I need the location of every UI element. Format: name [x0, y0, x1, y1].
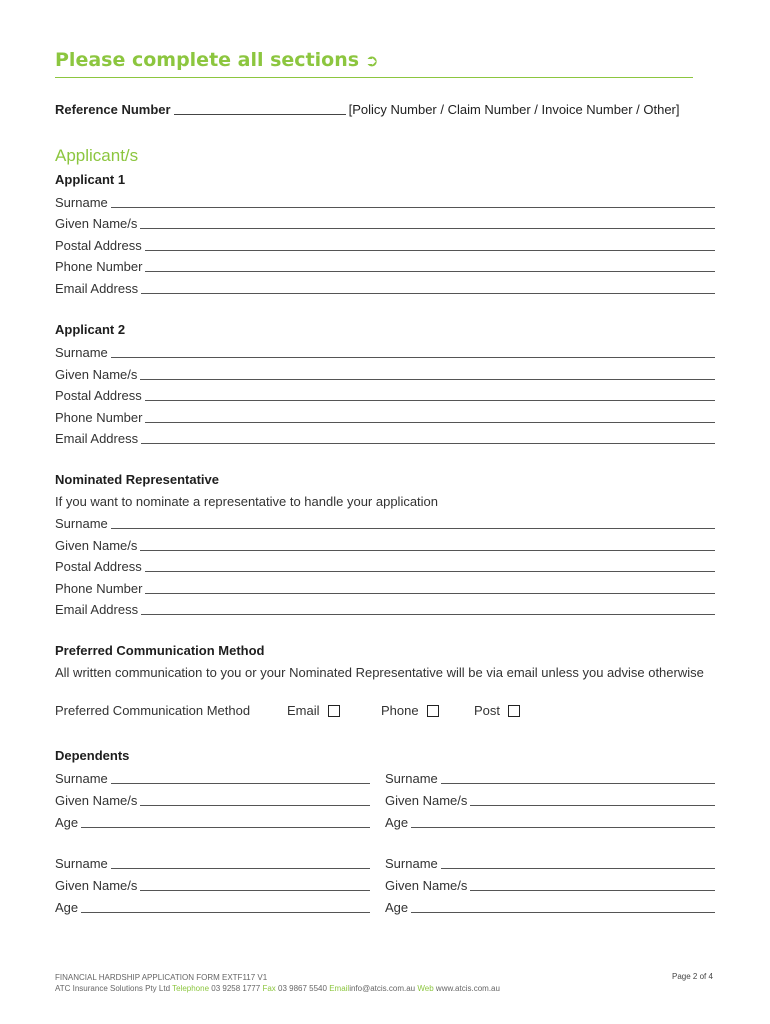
input-line[interactable] — [111, 516, 715, 529]
reference-number-field[interactable] — [174, 101, 346, 115]
communication-note: All written communication to you or your Nominated Representative will be via email unless you advise otherwise — [55, 665, 704, 680]
dependent-2-age-field[interactable] — [385, 812, 715, 830]
footer-email-label: Email — [329, 984, 350, 993]
field-label: Age — [55, 900, 79, 915]
applicant-2-given-names-field[interactable] — [55, 364, 715, 382]
applicant-1-heading: Applicant 1 — [55, 172, 126, 187]
input-line[interactable] — [470, 793, 715, 806]
footer-telephone-label: Telephone — [172, 984, 210, 993]
reference-number-label: Reference Number — [55, 102, 171, 117]
input-line[interactable] — [141, 602, 715, 615]
representative-note: If you want to nominate a representative to handle your application — [55, 494, 439, 509]
input-line[interactable] — [140, 793, 370, 806]
field-label: Email Address — [55, 281, 139, 296]
post-option-label: Post — [474, 703, 501, 718]
dependent-4-age-field[interactable] — [385, 897, 715, 915]
footer-fax: 03 9867 5540 — [278, 984, 327, 993]
phone-checkbox[interactable] — [427, 705, 439, 717]
field-label: Age — [385, 815, 409, 830]
field-label: Given Name/s — [55, 367, 138, 382]
email-checkbox[interactable] — [328, 705, 340, 717]
applicant-1-email-field[interactable] — [55, 278, 715, 296]
field-label: Given Name/s — [55, 538, 138, 553]
email-option-label: Email — [287, 703, 320, 718]
field-label: Phone Number — [55, 581, 143, 596]
representative-given-names-field[interactable] — [55, 535, 715, 553]
dependent-2-given-names-field[interactable] — [385, 790, 715, 808]
field-label: Postal Address — [55, 559, 142, 574]
footer-web-label: Web — [417, 984, 434, 993]
reference-number-hint: [Policy Number / Claim Number / Invoice Number / Other] — [348, 102, 680, 117]
dependent-4-surname-field[interactable] — [385, 853, 715, 871]
dependent-1-surname-field[interactable] — [55, 768, 370, 786]
input-line[interactable] — [111, 195, 715, 208]
field-label: Postal Address — [55, 238, 142, 253]
phone-option-label: Phone — [381, 703, 419, 718]
representative-surname-field[interactable] — [55, 513, 715, 531]
input-line[interactable] — [140, 216, 715, 229]
field-label: Postal Address — [55, 388, 142, 403]
field-label: Surname — [55, 771, 108, 786]
reference-number-row — [55, 99, 717, 117]
applicant-2-postal-address-field[interactable] — [55, 385, 715, 403]
field-label: Surname — [385, 771, 438, 786]
input-line[interactable] — [140, 367, 715, 380]
input-line[interactable] — [141, 431, 715, 444]
field-label: Email Address — [55, 602, 139, 617]
title-divider — [55, 77, 693, 78]
preferred-communication-label: Preferred Communication Method — [55, 703, 251, 718]
field-label: Age — [55, 815, 79, 830]
page-title — [55, 49, 378, 71]
footer-web[interactable]: www.atcis.com.au — [435, 984, 500, 993]
input-line[interactable] — [140, 878, 370, 891]
field-label: Phone Number — [55, 410, 143, 425]
input-line[interactable] — [141, 281, 715, 294]
field-label: Phone Number — [55, 259, 143, 274]
input-line[interactable] — [441, 856, 715, 869]
post-option[interactable] — [474, 703, 520, 718]
field-label: Given Name/s — [55, 878, 138, 893]
footer-telephone: 03 9258 1777 — [211, 984, 261, 993]
dependent-3-age-field[interactable] — [55, 897, 370, 915]
field-label: Surname — [385, 856, 438, 871]
post-checkbox[interactable] — [508, 705, 520, 717]
footer-contact-line — [55, 983, 500, 994]
representative-phone-field[interactable] — [55, 578, 715, 596]
page-number: Page 2 of 4 — [672, 972, 713, 981]
footer-fax-label: Fax — [262, 984, 276, 993]
field-label: Given Name/s — [385, 878, 468, 893]
input-line[interactable] — [145, 388, 715, 401]
applicant-1-surname-field[interactable] — [55, 192, 715, 210]
field-label: Given Name/s — [55, 216, 138, 231]
footer-company: ATC Insurance Solutions Pty Ltd — [55, 984, 171, 993]
field-label: Surname — [55, 195, 108, 210]
input-line[interactable] — [411, 900, 715, 913]
field-label: Surname — [55, 516, 108, 531]
dependent-2-surname-field[interactable] — [385, 768, 715, 786]
input-line[interactable] — [81, 815, 370, 828]
representative-heading: Nominated Representative — [55, 472, 219, 487]
dependent-3-surname-field[interactable] — [55, 853, 370, 871]
input-line[interactable] — [145, 581, 715, 594]
input-line[interactable] — [441, 771, 715, 784]
field-label: Surname — [55, 856, 108, 871]
field-label: Email Address — [55, 431, 139, 446]
representative-email-field[interactable] — [55, 599, 715, 617]
applicant-2-email-field[interactable] — [55, 428, 715, 446]
input-line[interactable] — [140, 538, 715, 551]
input-line[interactable] — [81, 900, 370, 913]
communication-heading: Preferred Communication Method — [55, 643, 265, 658]
footer-email[interactable]: info@atcis.com.au — [349, 984, 416, 993]
dependent-3-given-names-field[interactable] — [55, 875, 370, 893]
preferred-communication-row — [55, 703, 715, 721]
field-label: Age — [385, 900, 409, 915]
footer-form-name: FINANCIAL HARDSHIP APPLICATION FORM EXTF117 V1 — [55, 973, 268, 982]
input-line[interactable] — [111, 771, 370, 784]
applicant-1-phone-field[interactable] — [55, 256, 715, 274]
applicant-1-given-names-field[interactable] — [55, 213, 715, 231]
field-label: Surname — [55, 345, 108, 360]
input-line[interactable] — [411, 815, 715, 828]
representative-postal-address-field[interactable] — [55, 556, 715, 574]
applicant-2-phone-field[interactable] — [55, 407, 715, 425]
input-line[interactable] — [145, 259, 715, 272]
input-line[interactable] — [111, 856, 370, 869]
dependent-1-age-field[interactable] — [55, 812, 370, 830]
phone-option[interactable] — [381, 703, 439, 718]
input-line[interactable] — [145, 238, 715, 251]
input-line[interactable] — [470, 878, 715, 891]
email-option[interactable] — [287, 703, 340, 718]
input-line[interactable] — [111, 345, 715, 358]
circular-arrow-icon: ➲ — [365, 51, 379, 70]
applicant-2-surname-field[interactable] — [55, 342, 715, 360]
dependents-heading: Dependents — [55, 748, 130, 763]
page-title-text: Please complete all sections — [55, 49, 360, 71]
input-line[interactable] — [145, 410, 715, 423]
dependent-1-given-names-field[interactable] — [55, 790, 370, 808]
applicant-2-heading: Applicant 2 — [55, 322, 126, 337]
field-label: Given Name/s — [385, 793, 468, 808]
input-line[interactable] — [145, 559, 715, 572]
footer-info — [55, 972, 500, 994]
field-label: Given Name/s — [55, 793, 138, 808]
applicants-section-title: Applicant/s — [55, 146, 139, 165]
applicant-1-postal-address-field[interactable] — [55, 235, 715, 253]
dependent-4-given-names-field[interactable] — [385, 875, 715, 893]
